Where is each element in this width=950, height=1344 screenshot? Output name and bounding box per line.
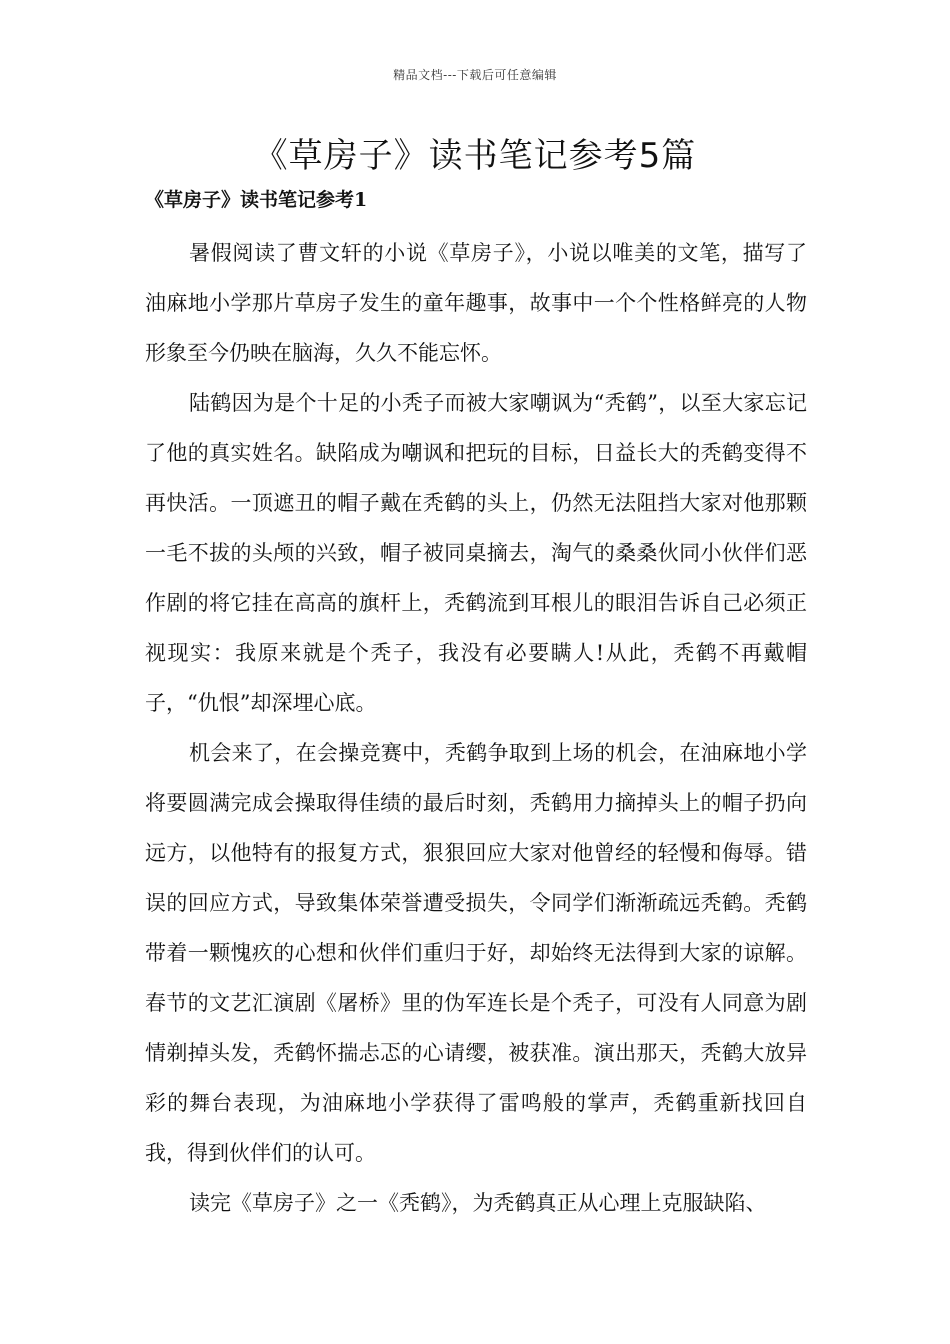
paragraph: 读完《草房子》之一《秃鹤》，为秃鹤真正从心理上克服缺陷、	[189, 1191, 767, 1215]
page-title: 《草房子》读书笔记参考5篇	[253, 136, 697, 176]
header-note: 精品文档---下载后可任意编辑	[393, 68, 557, 82]
paragraph: 机会来了，在会操竞赛中，秃鹤争取到上场的机会，在油麻地小学将要圆满完成会操取得佳绩的最后时刻，秃鹤用力摘掉头上的帽子扔向远方，以他特有的报复方式，狠狠回应大家对他曾经的轻慢和侮辱。错误的回应方式，导致集体荣誉遭受损失，令同学们渐渐疏远秃鹤。秃鹤带着一颗愧疚的心想和伙伴们重归于好，却始终无法得到大家的谅解。春节的文艺汇演剧《屠桥》里的伪军连长是个秃子，可没有人同意为剧情剃掉头发，秃鹤怀揣忐忑的心请缨，被获准。演出那天，秃鹤大放异彩的舞台表现，为油麻地小学获得了雷鸣般的掌声，秃鹤重新找回自我，得到伙伴们的认可。	[145, 741, 807, 1165]
paragraph: 暑假阅读了曹文轩的小说《草房子》，小说以唯美的文笔，描写了油麻地小学那片草房子发生的童年趣事，故事中一个个性格鲜亮的人物形象至今仍映在脑海，久久不能忘怀。	[145, 241, 807, 365]
section-heading: 《草房子》读书笔记参考1	[145, 189, 368, 211]
body-text	[145, 228, 807, 1228]
paragraph: 陆鹤因为是个十足的小秃子而被大家嘲讽为“秃鹤”，以至大家忘记了他的真实姓名。缺陷成为嘲讽和把玩的目标，日益长大的秃鹤变得不再快活。一顶遮丑的帽子戴在秃鹤的头上，仍然无法阻挡大家对他那颗一毛不拔的头颅的兴致，帽子被同桌摘去，淘气的桑桑伙同小伙伴们恶作剧的将它挂在高高的旗杆上，秃鹤流到耳根儿的眼泪告诉自己必须正视现实：我原来就是个秃子，我没有必要瞒人!从此，秃鹤不再戴帽子，“仇恨”却深埋心底。	[145, 391, 807, 715]
